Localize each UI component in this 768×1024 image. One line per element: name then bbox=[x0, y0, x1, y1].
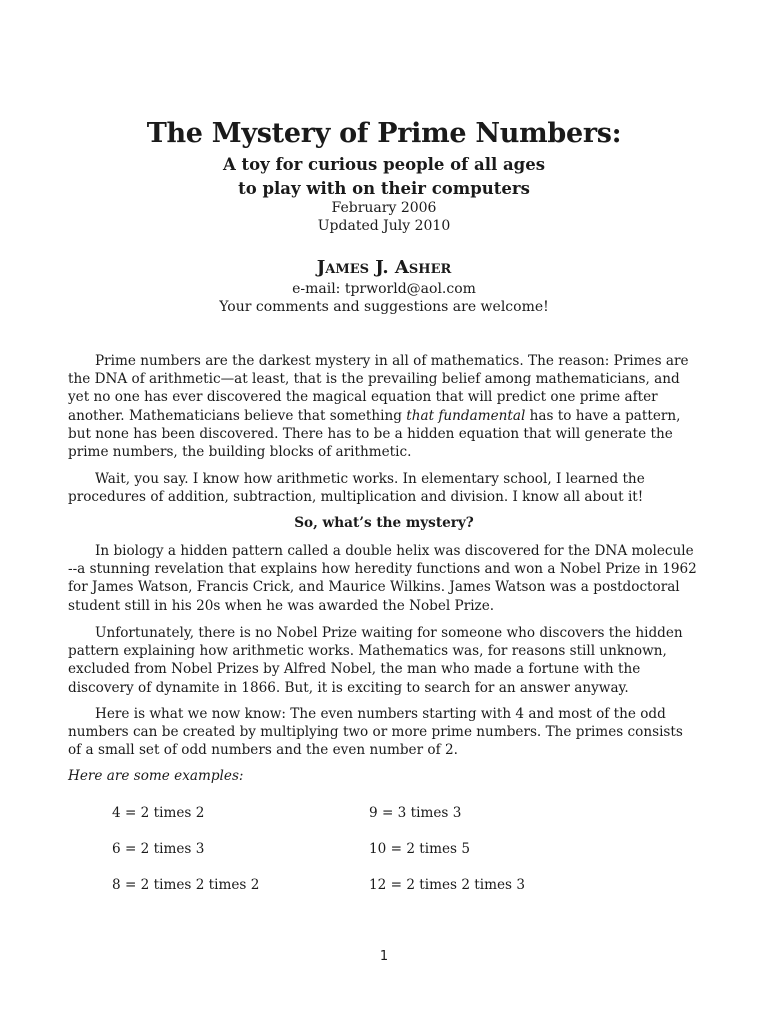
example-item: 6 = 2 times 3 bbox=[112, 841, 205, 857]
example-item: 9 = 3 times 3 bbox=[369, 805, 462, 821]
paragraph-1-emphasis: that fundamental bbox=[406, 407, 526, 424]
paragraph-5: Here is what we now know: The even numbers starting with 4 and most of the odd numbers can be created by multiplying two or more prime numbers. The primes consists of a small set of odd numbers and the even number of 2. bbox=[68, 706, 683, 759]
example-item: 10 = 2 times 5 bbox=[369, 841, 470, 857]
paragraph-1 bbox=[68, 352, 700, 461]
paragraph-3: In biology a hidden pattern called a double helix was discovered for the DNA molecule --a stunning revelation that explains how heredity functions and won a Nobel Prize in 1962 for James Watson, Francis Crick, and Maurice Wilkins. James Watson was a postdoctoral student still in his 20s when he was awarded the Nobel Prize. bbox=[68, 543, 697, 614]
paragraph-4: Unfortunately, there is no Nobel Prize waiting for someone who discovers the hidden pattern explaining how arithmetic works. Mathematics was, for reasons still unknown, excluded from Nobel Prizes by Alfred Nobel, the man who made a fortune with the discovery of dynamite in 1866. But, it is exciting to search for an answer anyway. bbox=[68, 625, 683, 696]
updated-date: Updated July 2010 bbox=[317, 218, 451, 234]
examples-label: Here are some examples: bbox=[68, 768, 244, 784]
document-title: The Mystery of Prime Numbers: bbox=[146, 118, 622, 149]
example-item: 12 = 2 times 2 times 3 bbox=[369, 877, 526, 893]
example-item: 8 = 2 times 2 times 2 bbox=[112, 877, 260, 893]
publication-date: February 2006 bbox=[331, 200, 437, 216]
mystery-heading: So, what’s the mystery? bbox=[294, 515, 474, 531]
welcome-note: Your comments and suggestions are welcome! bbox=[219, 299, 549, 315]
subtitle-line-2: to play with on their computers bbox=[238, 179, 530, 198]
author-name: James J. Asher bbox=[316, 257, 452, 278]
author-email: e-mail: tprworld@aol.com bbox=[292, 281, 476, 297]
paragraph-1-text-b: has to have a pattern, but none has been discovered. There has to be a hidden equation that will generate the prime numbers, the building blocks of arithmetic. bbox=[68, 407, 681, 461]
subtitle-line-1: A toy for curious people of all ages bbox=[222, 155, 545, 174]
page-number: 1 bbox=[379, 949, 389, 964]
paragraph-1-text-a: Prime numbers are the darkest mystery in all of mathematics. The reason: Primes are the DNA of arithmetic—at least, that is the prevailing belief among mathematicians, and yet no one has ever discovered the magical equation that will predict one prime after another. Mathematicians believe that something bbox=[68, 353, 689, 424]
paragraph-2: Wait, you say. I know how arithmetic works. In elementary school, I learned the procedures of addition, subtraction, multiplication and division. I know all about it! bbox=[68, 471, 645, 506]
example-item: 4 = 2 times 2 bbox=[112, 805, 205, 821]
